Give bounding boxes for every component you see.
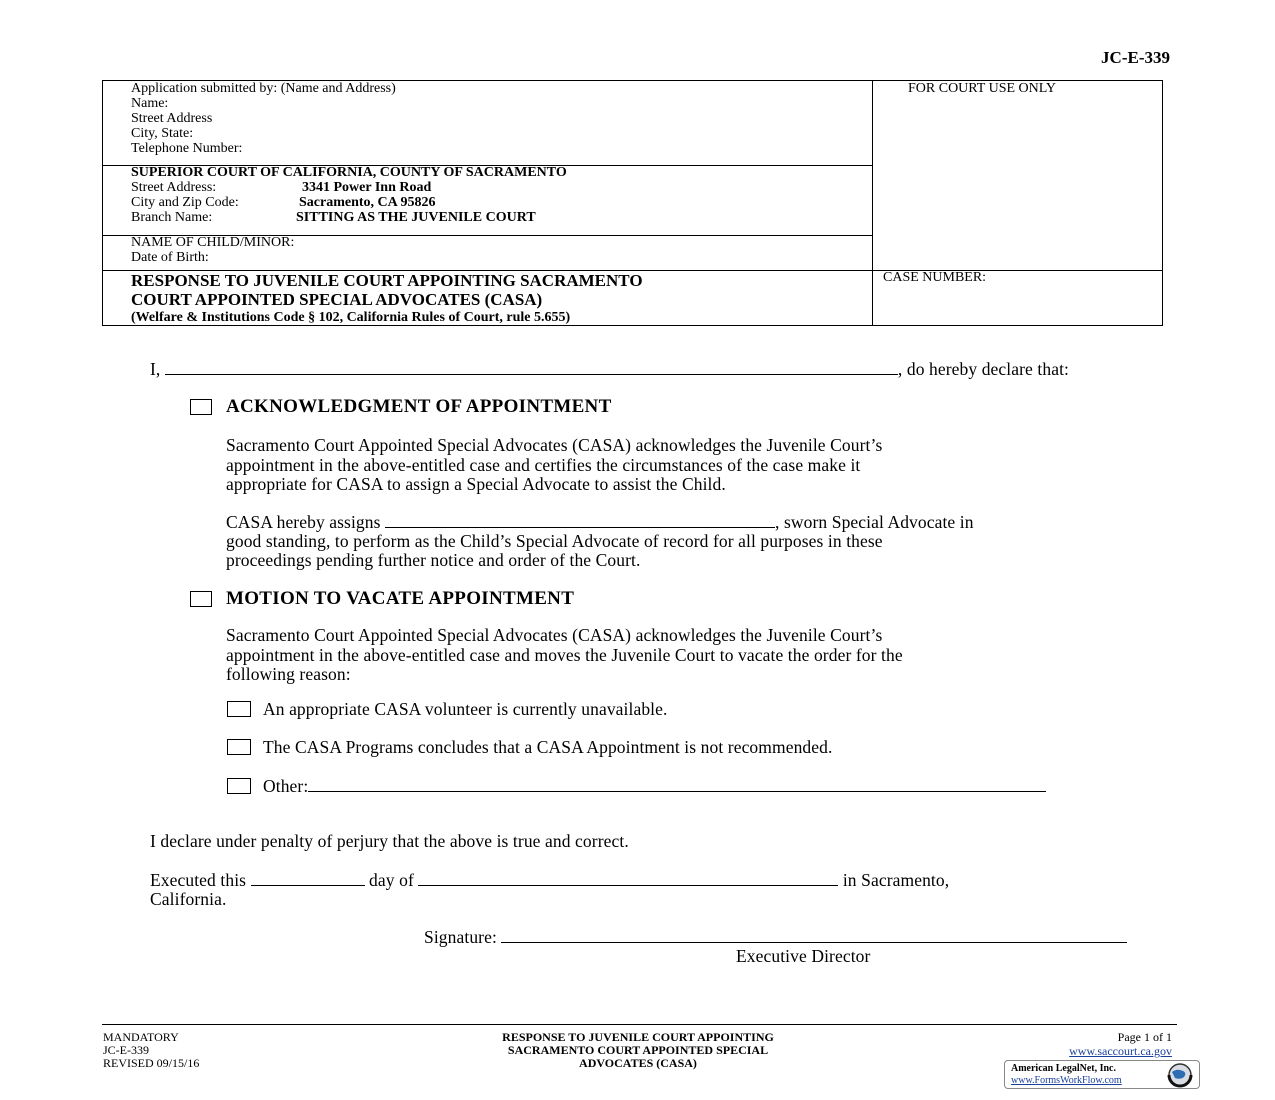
executed-month-field[interactable]: [418, 871, 838, 886]
applicant-city-label: City, State:: [131, 126, 194, 141]
option-other-checkbox[interactable]: [227, 778, 251, 794]
executed-line2: California.: [150, 889, 227, 909]
ack-para2-line3: proceedings pending further notice and order of the Court.: [226, 550, 641, 570]
footer-page-number: Page 1 of 1: [1117, 1030, 1172, 1044]
option-not-recommended-checkbox[interactable]: [227, 739, 251, 755]
court-city-label: City and Zip Code:: [131, 195, 239, 210]
footer-rule: [102, 1024, 1177, 1025]
executed-prefix: Executed this: [150, 870, 247, 890]
brand-logo-box[interactable]: [1004, 1060, 1200, 1089]
court-name: SUPERIOR COURT OF CALIFORNIA, COUNTY OF SACRAMENTO: [131, 165, 567, 180]
advocate-name-field[interactable]: [385, 513, 775, 528]
applicant-title: Application submitted by: (Name and Address): [131, 81, 396, 96]
assigns-prefix: CASA hereby assigns: [226, 512, 381, 532]
motion-para-line1: Sacramento Court Appointed Special Advocates (CASA) acknowledges the Juvenile Court’s: [226, 625, 883, 645]
ack-para1-line3: appropriate for CASA to assign a Special Advocate to assist the Child.: [226, 474, 726, 494]
executed-suffix: in Sacramento,: [842, 870, 950, 890]
declaration-suffix: , do hereby declare that:: [897, 359, 1069, 379]
footer-website-link[interactable]: www.saccourt.ca.gov: [1069, 1044, 1172, 1058]
court-branch-label: Branch Name:: [131, 210, 213, 225]
motion-vacate-heading: MOTION TO VACATE APPOINTMENT: [226, 588, 575, 609]
footer-mandatory: MANDATORY: [103, 1030, 179, 1044]
option-unavailable-label: An appropriate CASA volunteer is currently unavailable.: [263, 699, 668, 719]
perjury-statement: I declare under penalty of perjury that the above is true and correct.: [150, 831, 629, 851]
form-title-line1: RESPONSE TO JUVENILE COURT APPOINTING SACRAMENTO: [131, 271, 643, 290]
ack-para2-line2: good standing, to perform as the Child’s Special Advocate of record for all purposes in these: [226, 531, 883, 551]
signature-label: Signature:: [424, 927, 497, 947]
ack-para2-line1: [226, 513, 974, 533]
footer-revised: REVISED 09/15/16: [103, 1056, 200, 1070]
executed-mid: day of: [369, 870, 414, 890]
executed-line1: [150, 871, 949, 891]
assigns-suffix: , sworn Special Advocate in: [775, 512, 974, 532]
brand-name: American LegalNet, Inc.: [1011, 1063, 1116, 1074]
child-name-label: NAME OF CHILD/MINOR:: [131, 235, 295, 250]
other-reason-field[interactable]: [308, 777, 1046, 792]
declarant-name-field[interactable]: [165, 360, 898, 375]
acknowledgment-heading: ACKNOWLEDGMENT OF APPOINTMENT: [226, 396, 612, 417]
applicant-phone-label: Telephone Number:: [131, 141, 243, 156]
form-title-line2: COURT APPOINTED SPECIAL ADVOCATES (CASA): [131, 290, 543, 309]
option-other-label: Other:: [263, 776, 309, 796]
applicant-street-label: Street Address: [131, 111, 213, 126]
court-city-value: Sacramento, CA 95826: [299, 195, 436, 210]
applicant-name-label: Name:: [131, 96, 169, 111]
court-street-label: Street Address:: [131, 180, 217, 195]
signature-line: [424, 928, 1127, 948]
court-use-label: FOR COURT USE ONLY: [908, 81, 1057, 96]
declaration-prefix: I,: [150, 359, 161, 379]
brand-url[interactable]: www.FormsWorkFlow.com: [1011, 1075, 1122, 1086]
court-branch-value: SITTING AS THE JUVENILE COURT: [296, 210, 536, 225]
court-street-value: 3341 Power Inn Road: [302, 180, 432, 195]
ack-para1-line2: appointment in the above-entitled case and certifies the circumstances of the case make it: [226, 455, 861, 475]
signature-title: Executive Director: [736, 946, 871, 966]
court-use-box: [872, 80, 1163, 271]
footer-form-id: JC-E-339: [103, 1043, 149, 1057]
motion-vacate-checkbox[interactable]: [190, 591, 212, 607]
declaration-line: [150, 360, 1069, 380]
option-other-line: [263, 777, 1046, 797]
option-not-recommended-label: The CASA Programs concludes that a CASA Appointment is not recommended.: [263, 737, 833, 757]
footer-title-line1: RESPONSE TO JUVENILE COURT APPOINTING: [502, 1030, 774, 1044]
child-dob-label: Date of Birth:: [131, 250, 209, 265]
globe-icon: [1163, 1062, 1197, 1088]
form-id: JC-E-339: [1101, 48, 1170, 67]
acknowledgment-checkbox[interactable]: [190, 399, 212, 415]
ack-para1-line1: Sacramento Court Appointed Special Advocates (CASA) acknowledges the Juvenile Court’s: [226, 435, 883, 455]
footer-title-line3: ADVOCATES (CASA): [579, 1056, 697, 1070]
motion-para-line2: appointment in the above-entitled case and moves the Juvenile Court to vacate the order for the: [226, 645, 903, 665]
motion-para-line3: following reason:: [226, 664, 351, 684]
option-unavailable-checkbox[interactable]: [227, 701, 251, 717]
signature-field[interactable]: [501, 928, 1127, 943]
form-citation: (Welfare & Institutions Code § 102, California Rules of Court, rule 5.655): [131, 310, 571, 325]
footer-title-line2: SACRAMENTO COURT APPOINTED SPECIAL: [507, 1043, 769, 1057]
executed-day-field[interactable]: [251, 871, 365, 886]
case-number-label: CASE NUMBER:: [883, 270, 987, 285]
